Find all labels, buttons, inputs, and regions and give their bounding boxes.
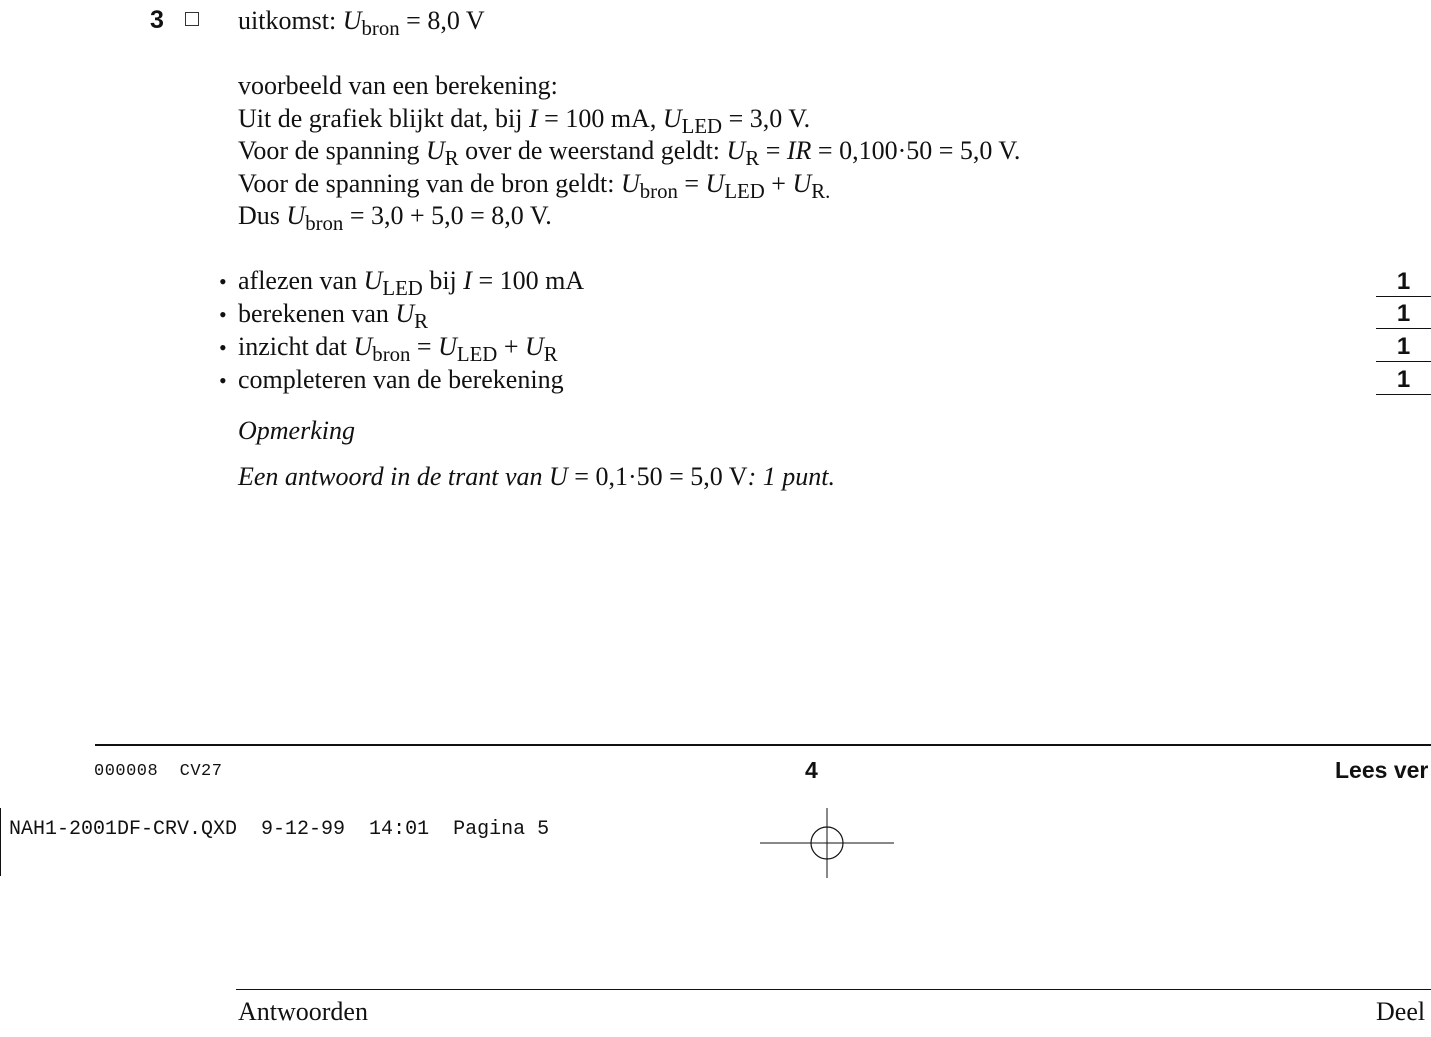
- symbol-u: U: [524, 332, 544, 361]
- text: berekenen van: [238, 299, 396, 328]
- result-value: = 8,0 V: [399, 6, 485, 35]
- example-line-3: [238, 168, 831, 203]
- criterion-4: completeren van de berekening: [238, 365, 564, 394]
- text: : 1 punt.: [747, 462, 835, 491]
- question-checkbox[interactable]: [185, 12, 199, 26]
- text: Voor de spanning: [238, 136, 427, 165]
- symbol-i: I: [463, 266, 472, 295]
- text: +: [764, 169, 793, 198]
- registration-mark-icon: [760, 808, 894, 878]
- criterion-3: [238, 331, 558, 366]
- footer-page-number: 4: [805, 757, 818, 783]
- score-4: 1: [1376, 366, 1431, 395]
- next-page-right: Deel: [1376, 997, 1426, 1026]
- criterion-1: [238, 265, 585, 300]
- example-line-2: [238, 135, 1021, 170]
- text: =: [677, 169, 706, 198]
- symbol-u: U: [395, 299, 415, 328]
- bullet: •: [219, 335, 227, 360]
- text: = 3,0 V.: [722, 104, 811, 133]
- subscript-bron: bron: [305, 211, 344, 235]
- text: Een antwoord in de trant van: [238, 462, 550, 491]
- subscript-r: R: [811, 179, 826, 203]
- text: over de weerstand geldt:: [458, 136, 727, 165]
- text: bij: [422, 266, 464, 295]
- result-line: [238, 5, 485, 40]
- crop-mark-vertical: [0, 808, 1, 876]
- subscript-led: LED: [456, 342, 498, 366]
- text: = 100 mA: [471, 266, 585, 295]
- text: =: [759, 136, 787, 165]
- next-page-left: Antwoorden: [238, 997, 368, 1026]
- subscript-r: R: [543, 342, 558, 366]
- text: aflezen van: [238, 266, 364, 295]
- footer-code: 000008 CV27: [94, 762, 223, 781]
- text: = 100 mA,: [537, 104, 663, 133]
- text: Voor de spanning van de bron geldt:: [238, 169, 621, 198]
- symbol-u: U: [620, 169, 640, 198]
- symbol-u: U: [792, 169, 812, 198]
- bullet: •: [219, 269, 227, 294]
- subscript-led: LED: [382, 276, 423, 300]
- subscript-r: R: [745, 146, 760, 170]
- subscript-led: LED: [724, 179, 765, 203]
- result-label: uitkomst:: [238, 6, 343, 35]
- text: Uit de grafiek blijkt dat, bij: [238, 104, 529, 133]
- score-2: 1: [1376, 300, 1431, 329]
- subscript-r: R: [444, 146, 459, 170]
- text: = 0,100·50 = 5,0 V.: [811, 136, 1021, 165]
- criterion-2: [238, 298, 429, 333]
- symbol-u: U: [286, 201, 306, 230]
- subscript-bron: bron: [639, 179, 678, 203]
- example-heading: voorbeeld van een berekening:: [238, 71, 558, 100]
- symbol-u: U: [426, 136, 445, 165]
- remark-heading: Opmerking: [238, 416, 355, 445]
- text: Dus: [238, 201, 287, 230]
- next-page-rule: [236, 989, 1431, 990]
- print-slug: NAH1-2001DF-CRV.QXD 9-12-99 14:01 Pagina 5: [9, 818, 550, 841]
- footer-continue: Lees ver: [1335, 757, 1429, 783]
- score-1: 1: [1376, 268, 1431, 297]
- subscript-r: R: [414, 309, 429, 333]
- symbol-u: U: [726, 136, 746, 165]
- text: inzicht dat: [238, 332, 354, 361]
- symbol-u: U: [705, 169, 725, 198]
- symbol-u: U: [342, 6, 362, 35]
- symbol-u: U: [549, 462, 568, 491]
- bullet: •: [219, 302, 227, 327]
- footer-rule: [95, 744, 1431, 746]
- subscript-bron: bron: [361, 16, 400, 40]
- score-3: 1: [1376, 333, 1431, 362]
- text: .: [825, 179, 831, 203]
- text: = 0,1·50 = 5,0 V: [567, 462, 748, 491]
- symbol-u: U: [438, 332, 457, 361]
- bullet: •: [219, 368, 227, 393]
- symbol-u: U: [662, 104, 682, 133]
- example-line-1: [238, 103, 811, 138]
- subscript-led: LED: [681, 114, 723, 138]
- text: = 3,0 + 5,0 = 8,0 V.: [343, 201, 552, 230]
- subscript-bron: bron: [372, 342, 411, 366]
- text: =: [410, 332, 439, 361]
- question-number: 3: [150, 6, 164, 34]
- symbol-ir: IR: [786, 136, 812, 165]
- symbol-u: U: [353, 332, 373, 361]
- symbol-u: U: [363, 266, 383, 295]
- text: +: [497, 332, 525, 361]
- symbol-i: I: [529, 104, 538, 133]
- example-line-4: [238, 200, 552, 235]
- remark-text: [238, 461, 835, 493]
